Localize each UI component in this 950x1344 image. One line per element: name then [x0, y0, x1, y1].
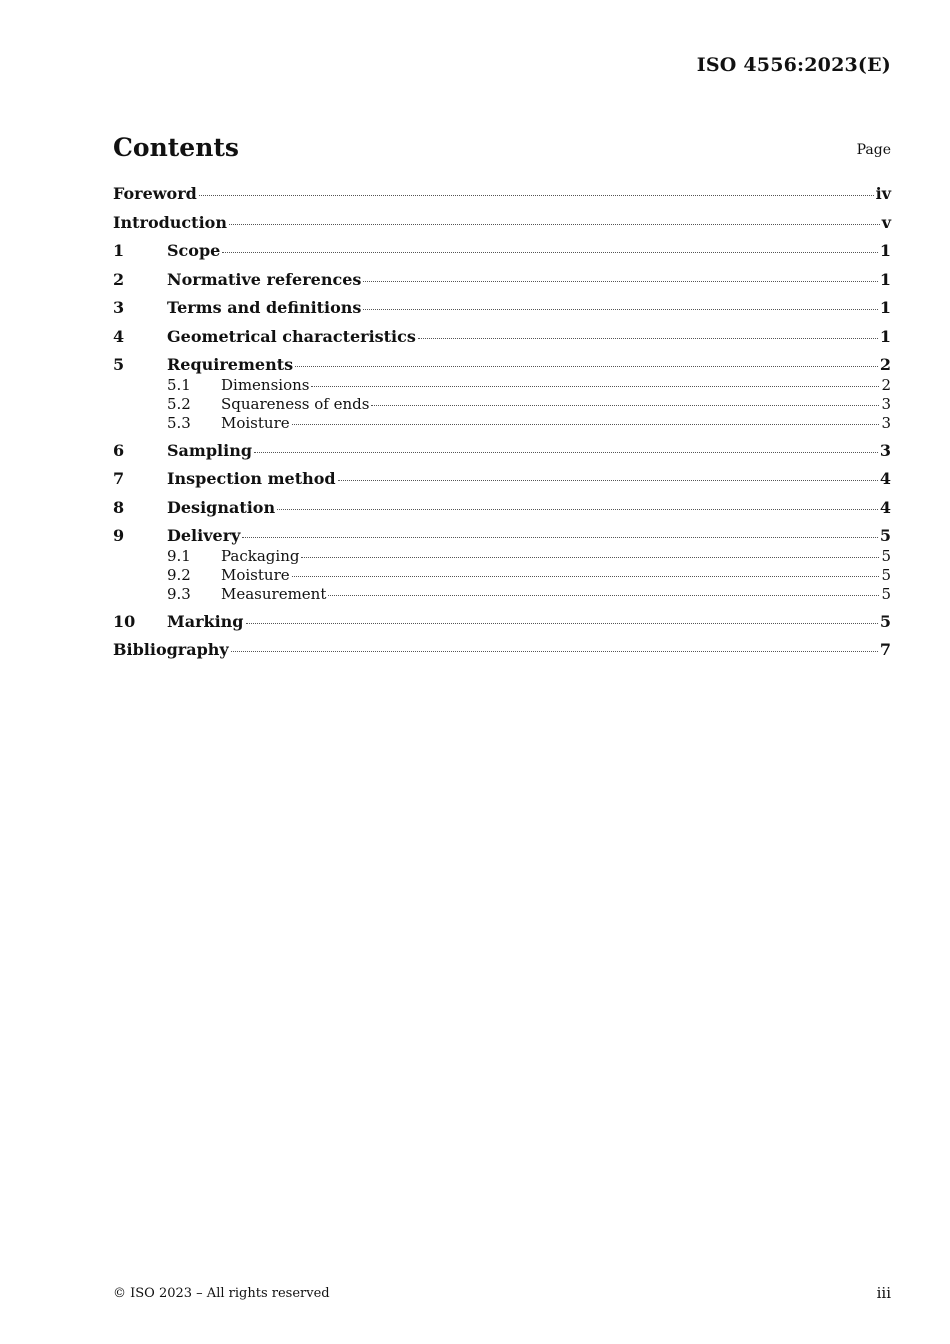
toc-entry [113, 469, 891, 498]
page-number: 1 [879, 269, 891, 289]
toc-entry [113, 355, 891, 433]
dot-leader [311, 385, 879, 387]
section-number: 8 [113, 497, 125, 517]
dot-leader [363, 308, 877, 310]
toc-link[interactable] [113, 469, 891, 498]
subsection-title: Measurement [221, 584, 327, 603]
dot-leader [418, 337, 878, 339]
section-number: 7 [113, 469, 125, 488]
section-number: 9 [113, 526, 125, 545]
section-number: 10 [113, 611, 136, 631]
page-number: 3 [879, 440, 891, 460]
section-number: 2 [113, 269, 125, 289]
page-number: 1 [879, 326, 891, 346]
subsection-title: Dimensions [221, 375, 310, 394]
section-title: Delivery [167, 526, 241, 545]
contents-title: Contents [113, 133, 240, 162]
subsection-page-number: 5 [881, 565, 891, 584]
table-of-contents [113, 184, 891, 669]
toc-link[interactable] [113, 327, 891, 356]
section-title: Bibliography [113, 640, 229, 659]
dot-leader [338, 479, 878, 481]
dot-leader [371, 404, 879, 406]
page-number: 7 [879, 640, 891, 659]
page-number: 2 [879, 355, 891, 374]
subsection-page-number: 3 [881, 413, 891, 432]
toc-sub-link[interactable] [113, 414, 891, 433]
subsection-number: 5.1 [167, 375, 191, 394]
dot-leader [246, 622, 878, 624]
subsection-number: 9.3 [167, 584, 191, 603]
toc-entry [113, 612, 891, 641]
toc-sub-link[interactable] [113, 547, 891, 566]
dot-leader [242, 536, 877, 538]
toc-entry [113, 213, 891, 242]
page-column-label: Page [856, 142, 891, 158]
page-number: v [881, 212, 891, 232]
section-title: Foreword [113, 184, 197, 203]
section-title: Introduction [113, 212, 227, 232]
subsection-page-number: 2 [881, 375, 891, 394]
section-title: Sampling [167, 440, 253, 460]
subsection-number: 5.3 [167, 413, 191, 432]
section-title: Scope [167, 241, 221, 260]
page-number: 4 [879, 469, 891, 488]
toc-link[interactable] [113, 441, 891, 470]
document-id: ISO 4556:2023(E) [696, 54, 891, 76]
dot-leader [222, 251, 878, 253]
section-title: Inspection method [167, 469, 336, 488]
subsection-number: 9.2 [167, 565, 191, 584]
toc-entry [113, 526, 891, 604]
section-number: 6 [113, 440, 125, 460]
page-number: 5 [879, 611, 891, 631]
subsection-title: Moisture [221, 413, 290, 432]
section-title: Terms and definitions [167, 298, 362, 317]
toc-sub-link[interactable] [113, 376, 891, 395]
section-title: Marking [167, 611, 244, 631]
subsection-page-number: 5 [881, 584, 891, 603]
toc-link[interactable] [113, 298, 891, 327]
toc-entry [113, 184, 891, 213]
dot-leader [363, 280, 877, 282]
section-number: 1 [113, 241, 125, 260]
subsection-number: 5.2 [167, 394, 191, 413]
dot-leader [254, 451, 878, 453]
toc-sub-link[interactable] [113, 566, 891, 585]
subsection-page-number: 5 [881, 546, 891, 565]
subsection-page-number: 3 [881, 394, 891, 413]
toc-entry [113, 270, 891, 299]
subsection-list [113, 376, 891, 433]
page-number: 4 [879, 497, 891, 517]
toc-entry [113, 498, 891, 527]
toc-entry [113, 640, 891, 669]
footer-copyright: © ISO 2023 – All rights reserved [113, 1286, 330, 1301]
subsection-number: 9.1 [167, 546, 191, 565]
toc-entry [113, 298, 891, 327]
toc-link[interactable] [113, 640, 891, 669]
dot-leader [277, 508, 878, 510]
footer-page-number: iii [876, 1284, 891, 1302]
toc-link[interactable] [113, 213, 891, 242]
section-number: 5 [113, 355, 125, 374]
dot-leader [292, 423, 880, 425]
dot-leader [231, 650, 878, 652]
dot-leader [328, 594, 879, 596]
section-number: 4 [113, 326, 125, 346]
section-title: Geometrical characteristics [167, 326, 416, 346]
section-title: Requirements [167, 355, 294, 374]
toc-entry [113, 327, 891, 356]
subsection-list [113, 547, 891, 604]
toc-entry [113, 441, 891, 470]
section-number: 3 [113, 298, 125, 317]
dot-leader [295, 365, 878, 367]
toc-sub-link[interactable] [113, 585, 891, 604]
section-title: Designation [167, 497, 276, 517]
subsection-title: Moisture [221, 565, 290, 584]
toc-link[interactable] [113, 270, 891, 299]
toc-entry [113, 241, 891, 270]
toc-link[interactable] [113, 612, 891, 641]
toc-link[interactable] [113, 241, 891, 270]
page-number: 5 [879, 526, 891, 545]
subsection-title: Squareness of ends [221, 394, 370, 413]
subsection-title: Packaging [221, 546, 300, 565]
dot-leader [301, 556, 879, 558]
toc-link[interactable] [113, 498, 891, 527]
toc-link[interactable] [113, 184, 891, 213]
page-number: 1 [879, 298, 891, 317]
toc-sub-link[interactable] [113, 395, 891, 414]
dot-leader [199, 194, 874, 196]
page-number: 1 [879, 241, 891, 260]
dot-leader [229, 223, 880, 225]
page-number: iv [875, 184, 891, 203]
section-title: Normative references [167, 269, 362, 289]
dot-leader [292, 575, 880, 577]
